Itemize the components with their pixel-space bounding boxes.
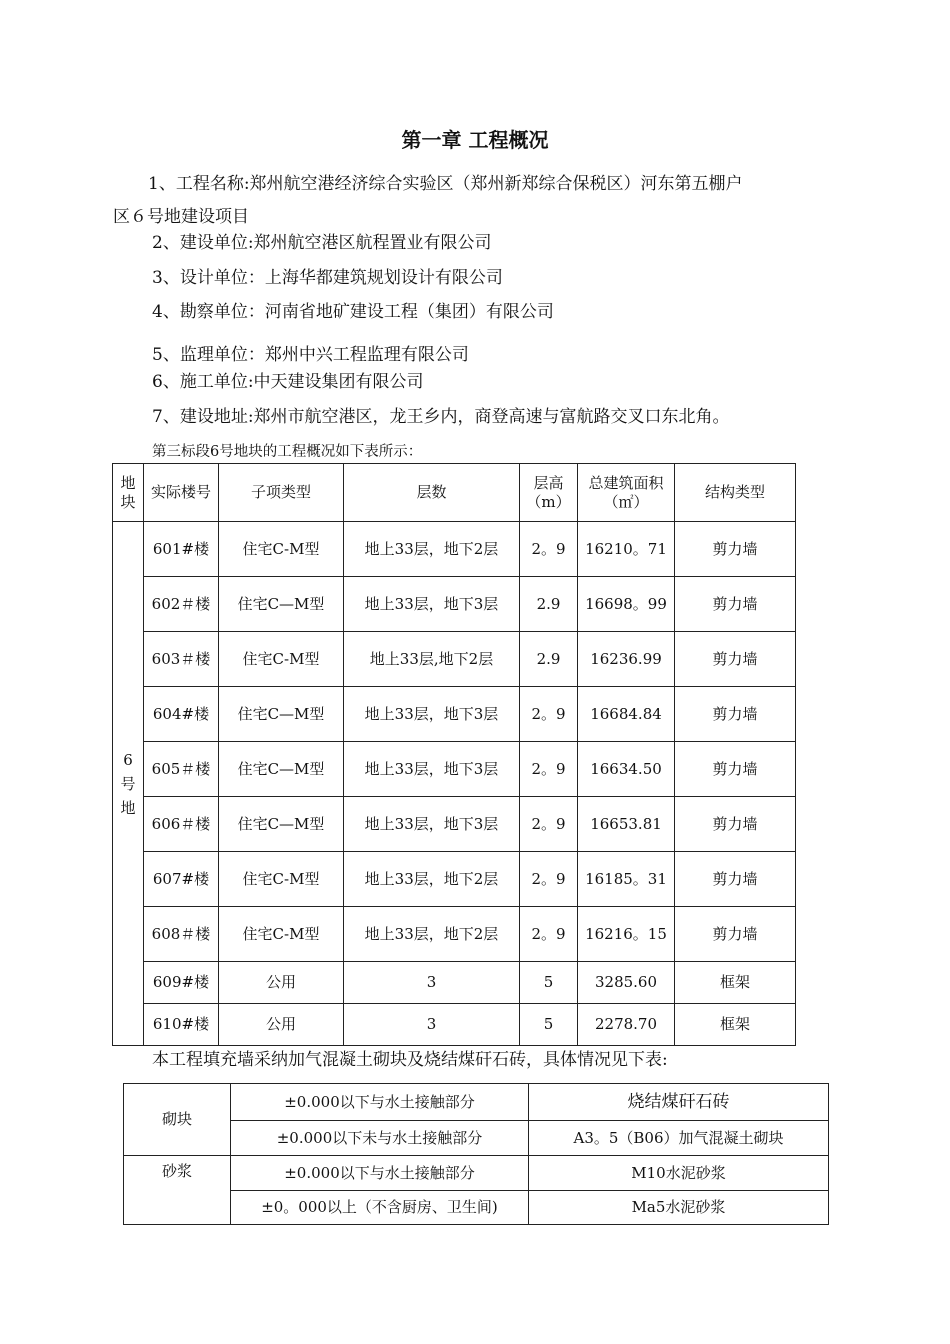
cell-structure: 剪力墙	[675, 687, 796, 742]
cell-height: 2。9	[520, 522, 578, 577]
table-row	[113, 797, 796, 852]
cell-type: 公用	[219, 962, 344, 1004]
cell-area: 2278.70	[578, 1004, 675, 1046]
item-6: 6、施工单位:中天建设集团有限公司	[152, 372, 424, 392]
cell-floors: 地上33层,地下2层	[344, 632, 520, 687]
header-floors: 层数	[344, 464, 520, 522]
cell-area: 16236.99	[578, 632, 675, 687]
cell-height: 2。9	[520, 742, 578, 797]
table-row	[113, 852, 796, 907]
table2-caption: 本工程填充墙采纳加气混凝土砌块及烧结煤矸石砖，具体情况见下表:	[152, 1050, 668, 1070]
cell-structure: 剪力墙	[675, 522, 796, 577]
cell-type: 住宅C-M型	[219, 522, 344, 577]
cell-area: 16698。99	[578, 577, 675, 632]
item-2: 2、建设单位:郑州航空港区航程置业有限公司	[152, 233, 492, 253]
item-1-line-2: 区６号地建设项目	[113, 207, 249, 227]
cell-type: 住宅C-M型	[219, 907, 344, 962]
cell-area: 16216。15	[578, 907, 675, 962]
cell-building: 608＃楼	[144, 907, 219, 962]
table1-caption: 第三标段6号地块的工程概况如下表所示：	[152, 444, 423, 460]
cell-type: 住宅C—M型	[219, 742, 344, 797]
cell-height: 2。9	[520, 797, 578, 852]
cell-area: 16210。71	[578, 522, 675, 577]
cell-building: 607#楼	[144, 852, 219, 907]
cell-height: 2。9	[520, 852, 578, 907]
header-type: 子项类型	[219, 464, 344, 522]
table-row	[124, 1156, 829, 1191]
cell-floors: 地上33层，地下3层	[344, 742, 520, 797]
cell-floors: 地上33层，地下2层	[344, 852, 520, 907]
table-row	[113, 1004, 796, 1046]
project-overview-table	[112, 463, 796, 1046]
cell-material: M10水泥砂浆	[529, 1156, 829, 1191]
table-row	[113, 522, 796, 577]
header-building: 实际楼号	[144, 464, 219, 522]
cell-structure: 框架	[675, 1004, 796, 1046]
cell-height: 5	[520, 962, 578, 1004]
cell-height: 2。9	[520, 907, 578, 962]
cell-structure: 剪力墙	[675, 852, 796, 907]
cell-height: 2。9	[520, 687, 578, 742]
cell-building: 606＃楼	[144, 797, 219, 852]
header-area: 总建筑面积 （㎡）	[578, 464, 675, 522]
cell-type: 住宅C-M型	[219, 852, 344, 907]
cell-structure: 剪力墙	[675, 907, 796, 962]
cell-building: 602＃楼	[144, 577, 219, 632]
table1-header-row	[113, 464, 796, 522]
item-5: 5、监理单位：郑州中兴工程监理有限公司	[152, 345, 469, 365]
cell-height: 2.9	[520, 577, 578, 632]
item-4: 4、勘察单位：河南省地矿建设工程（集团）有限公司	[152, 302, 554, 322]
cell-building: 609#楼	[144, 962, 219, 1004]
cell-structure: 框架	[675, 962, 796, 1004]
table-row	[124, 1084, 829, 1121]
cell-type: 住宅C—M型	[219, 687, 344, 742]
chapter-title: 第一章 工程概况	[401, 128, 549, 152]
table-row	[113, 577, 796, 632]
item-3: 3、设计单位：上海华都建筑规划设计有限公司	[152, 268, 503, 288]
cell-type: 住宅C—M型	[219, 797, 344, 852]
table-row	[113, 632, 796, 687]
cell-part: ±0。000以上（不含厨房、卫生间)	[231, 1191, 529, 1225]
cell-building: 603＃楼	[144, 632, 219, 687]
table-row	[113, 687, 796, 742]
cell-floors: 地上33层，地下3层	[344, 577, 520, 632]
cell-material: A3。5（B06）加气混凝土砌块	[529, 1121, 829, 1156]
cell-building: 604#楼	[144, 687, 219, 742]
cell-area: 16653.81	[578, 797, 675, 852]
table-row	[113, 742, 796, 797]
block-label: 砌块	[124, 1084, 231, 1156]
cell-building: 601#楼	[144, 522, 219, 577]
cell-floors: 地上33层，地下3层	[344, 797, 520, 852]
cell-type: 住宅C—M型	[219, 577, 344, 632]
cell-height: 2.9	[520, 632, 578, 687]
cell-type: 公用	[219, 1004, 344, 1046]
item-1-line-1: 1、工程名称:郑州航空港经济综合实验区（郑州新郑综合保税区）河东第五棚户	[148, 174, 743, 194]
cell-material: 烧结煤矸石砖	[529, 1084, 829, 1121]
table-row	[113, 962, 796, 1004]
header-height: 层高 （m）	[520, 464, 578, 522]
cell-part: ±0.000以下未与水土接触部分	[231, 1121, 529, 1156]
cell-area: 16634.50	[578, 742, 675, 797]
cell-part: ±0.000以下与水土接触部分	[231, 1084, 529, 1121]
cell-floors: 3	[344, 1004, 520, 1046]
cell-building: 610#楼	[144, 1004, 219, 1046]
cell-area: 3285.60	[578, 962, 675, 1004]
cell-building: 605＃楼	[144, 742, 219, 797]
cell-structure: 剪力墙	[675, 577, 796, 632]
cell-area: 16185。31	[578, 852, 675, 907]
cell-part: ±0.000以下与水土接触部分	[231, 1156, 529, 1191]
header-lot: 地 块	[113, 464, 144, 522]
cell-floors: 3	[344, 962, 520, 1004]
table-row	[113, 907, 796, 962]
mortar-label: 砂浆	[124, 1156, 231, 1225]
cell-type: 住宅C-M型	[219, 632, 344, 687]
cell-structure: 剪力墙	[675, 632, 796, 687]
cell-area: 16684.84	[578, 687, 675, 742]
cell-floors: 地上33层，地下2层	[344, 907, 520, 962]
lot-cell: 6 号 地	[113, 522, 144, 1046]
header-structure: 结构类型	[675, 464, 796, 522]
cell-height: 5	[520, 1004, 578, 1046]
infill-wall-table	[123, 1083, 829, 1225]
cell-structure: 剪力墙	[675, 742, 796, 797]
cell-material: Ma5水泥砂浆	[529, 1191, 829, 1225]
item-7: 7、建设地址:郑州市航空港区，龙王乡内，商登高速与富航路交叉口东北角。	[152, 407, 730, 427]
cell-floors: 地上33层，地下3层	[344, 687, 520, 742]
cell-floors: 地上33层，地下2层	[344, 522, 520, 577]
cell-structure: 剪力墙	[675, 797, 796, 852]
